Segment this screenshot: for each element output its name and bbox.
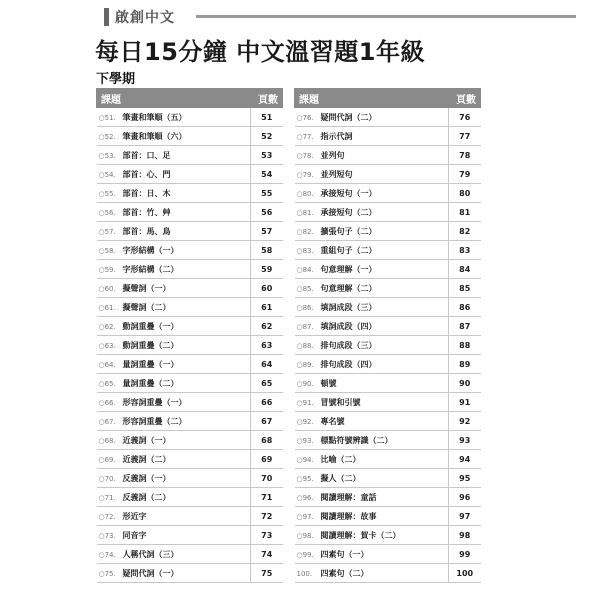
page-number: 53 xyxy=(251,146,283,165)
lesson-name: 量詞重疊（二） xyxy=(122,378,179,388)
lesson-name: 同音字 xyxy=(122,530,147,540)
lesson-cell xyxy=(97,317,251,336)
lesson-name: 冒號和引號 xyxy=(320,397,361,407)
lesson-name: 四素句（一） xyxy=(320,549,369,559)
lesson-number: ○69. xyxy=(98,455,116,464)
table-row xyxy=(295,279,481,298)
lesson-cell xyxy=(97,412,251,431)
page-column-header: 頁數 xyxy=(251,89,283,108)
lesson-number: ○66. xyxy=(98,398,116,407)
table-row xyxy=(295,336,481,355)
lesson-cell xyxy=(97,488,251,507)
lesson-number: ○89. xyxy=(296,360,314,369)
lesson-number: ○61. xyxy=(98,303,116,312)
page-number: 93 xyxy=(449,431,481,450)
lesson-name: 動詞重疊（一） xyxy=(122,321,179,331)
lesson-cell xyxy=(295,431,449,450)
page-number: 86 xyxy=(449,298,481,317)
lesson-number: ○65. xyxy=(98,379,116,388)
page-number: 85 xyxy=(449,279,481,298)
lesson-number: ○53. xyxy=(98,151,116,160)
page-number: 59 xyxy=(251,260,283,279)
lesson-cell xyxy=(295,203,449,222)
lesson-cell xyxy=(97,279,251,298)
lesson-cell xyxy=(295,241,449,260)
page-number: 68 xyxy=(251,431,283,450)
page-number: 78 xyxy=(449,146,481,165)
page-number: 67 xyxy=(251,412,283,431)
table-row xyxy=(97,374,283,393)
lesson-number: ○95. xyxy=(296,474,314,483)
lesson-number: ○58. xyxy=(98,246,116,255)
lesson-name: 反義詞（二） xyxy=(122,492,171,502)
page-number: 79 xyxy=(449,165,481,184)
lesson-number: ○54. xyxy=(98,170,116,179)
table-row xyxy=(295,317,481,336)
lesson-name: 部首：馬、鳥 xyxy=(122,226,171,236)
lesson-name: 部首：日、木 xyxy=(122,188,171,198)
lesson-number: ○93. xyxy=(296,436,314,445)
table-row xyxy=(97,431,283,450)
table-row xyxy=(295,298,481,317)
lesson-cell xyxy=(295,507,449,526)
lesson-name: 標點符號辨識（二） xyxy=(320,435,393,445)
table-row xyxy=(295,507,481,526)
lesson-number: ○67. xyxy=(98,417,116,426)
lesson-name: 近義詞（二） xyxy=(122,454,171,464)
lesson-name: 人稱代詞（三） xyxy=(122,549,179,559)
lesson-number: ○82. xyxy=(296,227,314,236)
lesson-cell xyxy=(295,374,449,393)
contents-body-right xyxy=(295,108,481,583)
table-row xyxy=(97,317,283,336)
table-row xyxy=(97,393,283,412)
page-number: 73 xyxy=(251,526,283,545)
table-row xyxy=(295,127,481,146)
table-row xyxy=(97,127,283,146)
lesson-number: ○73. xyxy=(98,531,116,540)
lesson-cell xyxy=(97,545,251,564)
table-row xyxy=(295,374,481,393)
lesson-number: ○72. xyxy=(98,512,116,521)
lesson-name: 並列句 xyxy=(320,150,345,160)
lesson-name: 擬聲詞（二） xyxy=(122,302,171,312)
lesson-number: ○92. xyxy=(296,417,314,426)
lesson-cell xyxy=(295,564,449,583)
page-number: 66 xyxy=(251,393,283,412)
page-number: 62 xyxy=(251,317,283,336)
lesson-cell xyxy=(97,222,251,241)
lesson-name: 近義詞（一） xyxy=(122,435,171,445)
page-number: 61 xyxy=(251,298,283,317)
lesson-number: ○76. xyxy=(296,113,314,122)
lesson-name: 部首：竹、艸 xyxy=(122,207,171,217)
table-row xyxy=(97,184,283,203)
page-number: 80 xyxy=(449,184,481,203)
table-row xyxy=(295,564,481,583)
page-number: 77 xyxy=(449,127,481,146)
brand-header xyxy=(104,7,175,27)
lesson-number: ○68. xyxy=(98,436,116,445)
page-number: 56 xyxy=(251,203,283,222)
page-number: 84 xyxy=(449,260,481,279)
lesson-number: ○59. xyxy=(98,265,116,274)
lesson-name: 專名號 xyxy=(320,416,345,426)
page-number: 65 xyxy=(251,374,283,393)
page-number: 72 xyxy=(251,507,283,526)
page-number: 70 xyxy=(251,469,283,488)
lesson-number: ○96. xyxy=(296,493,314,502)
lesson-name: 量詞重疊（一） xyxy=(122,359,179,369)
table-row xyxy=(97,222,283,241)
page-number: 55 xyxy=(251,184,283,203)
page-number: 81 xyxy=(449,203,481,222)
lesson-name: 排句成段（三） xyxy=(320,340,377,350)
lesson-name: 字形結構（二） xyxy=(122,264,179,274)
lesson-name: 重組句子（二） xyxy=(320,245,377,255)
section-title: 下學期 xyxy=(96,72,136,87)
table-row xyxy=(295,146,481,165)
table-header-row xyxy=(97,89,283,108)
lesson-number: ○80. xyxy=(296,189,314,198)
lesson-name: 承接短句（二） xyxy=(320,207,377,217)
lesson-cell xyxy=(295,355,449,374)
page-number: 71 xyxy=(251,488,283,507)
lesson-cell xyxy=(97,165,251,184)
lesson-cell xyxy=(97,241,251,260)
lesson-name: 句意理解（一） xyxy=(320,264,377,274)
lesson-name: 筆畫和筆順（五） xyxy=(122,112,187,122)
page-number: 87 xyxy=(449,317,481,336)
lesson-cell xyxy=(97,355,251,374)
page-number: 60 xyxy=(251,279,283,298)
lesson-cell xyxy=(295,222,449,241)
page-number: 63 xyxy=(251,336,283,355)
table-row xyxy=(97,488,283,507)
lesson-number: ○87. xyxy=(296,322,314,331)
lesson-cell xyxy=(97,393,251,412)
page-number: 92 xyxy=(449,412,481,431)
table-row xyxy=(97,165,283,184)
table-row xyxy=(295,431,481,450)
page-number: 99 xyxy=(449,545,481,564)
lesson-cell xyxy=(295,336,449,355)
lesson-number: ○52. xyxy=(98,132,116,141)
lesson-number: ○77. xyxy=(296,132,314,141)
page-number: 94 xyxy=(449,450,481,469)
lesson-number: ○64. xyxy=(98,360,116,369)
table-row xyxy=(97,564,283,583)
lesson-number: ○90. xyxy=(296,379,314,388)
lesson-name: 閱讀理解：賀卡（二） xyxy=(320,530,401,540)
lesson-cell xyxy=(97,108,251,127)
header-rule xyxy=(196,15,576,18)
lesson-cell xyxy=(97,127,251,146)
page-number: 83 xyxy=(449,241,481,260)
lesson-name: 擴張句子（二） xyxy=(320,226,377,236)
table-row xyxy=(97,545,283,564)
lesson-name: 疑問代詞（二） xyxy=(320,112,377,122)
lesson-number: ○63. xyxy=(98,341,116,350)
lesson-cell xyxy=(295,108,449,127)
lesson-cell xyxy=(295,545,449,564)
lesson-cell xyxy=(97,203,251,222)
page-number: 52 xyxy=(251,127,283,146)
lesson-cell xyxy=(295,488,449,507)
lesson-number: ○51. xyxy=(98,113,116,122)
lesson-cell xyxy=(97,298,251,317)
lesson-name: 排句成段（四） xyxy=(320,359,377,369)
table-row xyxy=(295,526,481,545)
lesson-number: ○86. xyxy=(296,303,314,312)
page-number: 88 xyxy=(449,336,481,355)
lesson-cell xyxy=(295,127,449,146)
lesson-cell xyxy=(97,260,251,279)
table-row xyxy=(295,488,481,507)
lesson-name: 部首：心、門 xyxy=(122,169,171,179)
lesson-number: ○70. xyxy=(98,474,116,483)
table-row xyxy=(97,203,283,222)
lesson-number: ○79. xyxy=(296,170,314,179)
lesson-name: 四素句（二） xyxy=(320,568,369,578)
lesson-name: 形容詞重疊（一） xyxy=(122,397,187,407)
page-number: 54 xyxy=(251,165,283,184)
table-row xyxy=(295,412,481,431)
page-title: 每日15分鐘 中文溫習題1年級 xyxy=(95,38,425,66)
lesson-cell xyxy=(97,336,251,355)
contents-body-left xyxy=(97,108,283,583)
table-row xyxy=(97,526,283,545)
page-number: 100 xyxy=(449,564,481,583)
lesson-number: ○85. xyxy=(296,284,314,293)
lesson-number: ○60. xyxy=(98,284,116,293)
table-row xyxy=(97,355,283,374)
lesson-cell xyxy=(97,450,251,469)
lesson-name: 填詞成段（四） xyxy=(320,321,377,331)
table-row xyxy=(295,260,481,279)
page-number: 90 xyxy=(449,374,481,393)
lesson-column-header: 課題 xyxy=(295,89,449,108)
table-row xyxy=(97,279,283,298)
lesson-cell xyxy=(295,450,449,469)
page-column-header: 頁數 xyxy=(449,89,481,108)
lesson-name: 字形結構（一） xyxy=(122,245,179,255)
lesson-name: 擬人（二） xyxy=(320,473,361,483)
page-number: 89 xyxy=(449,355,481,374)
table-row xyxy=(295,450,481,469)
lesson-number: ○84. xyxy=(296,265,314,274)
table-row xyxy=(295,355,481,374)
lesson-number: ○56. xyxy=(98,208,116,217)
lesson-cell xyxy=(295,298,449,317)
lesson-number: ○91. xyxy=(296,398,314,407)
brand-name: 啟創中文 xyxy=(115,10,175,26)
lesson-number: ○57. xyxy=(98,227,116,236)
page-number: 98 xyxy=(449,526,481,545)
lesson-name: 填詞成段（三） xyxy=(320,302,377,312)
lesson-number: ○71. xyxy=(98,493,116,502)
table-row xyxy=(295,222,481,241)
lesson-number: ○88. xyxy=(296,341,314,350)
page-number: 51 xyxy=(251,108,283,127)
lesson-number: ○98. xyxy=(296,531,314,540)
table-row xyxy=(97,146,283,165)
page-number: 82 xyxy=(449,222,481,241)
lesson-number: ○97. xyxy=(296,512,314,521)
lesson-cell xyxy=(97,469,251,488)
page-number: 57 xyxy=(251,222,283,241)
lesson-name: 頓號 xyxy=(320,378,337,388)
lesson-number: ○99. xyxy=(296,550,314,559)
lesson-name: 筆畫和筆順（六） xyxy=(122,131,187,141)
lesson-number: ○94. xyxy=(296,455,314,464)
lesson-cell xyxy=(295,412,449,431)
lesson-cell xyxy=(97,526,251,545)
lesson-name: 指示代詞 xyxy=(320,131,353,141)
table-row xyxy=(295,184,481,203)
lesson-name: 擬聲詞（一） xyxy=(122,283,171,293)
lesson-name: 反義詞（一） xyxy=(122,473,171,483)
lesson-name: 並列短句 xyxy=(320,169,353,179)
table-row xyxy=(295,165,481,184)
page-number: 58 xyxy=(251,241,283,260)
table-row xyxy=(295,108,481,127)
lesson-name: 閱讀理解：童話 xyxy=(320,492,377,502)
table-row xyxy=(295,393,481,412)
table-row xyxy=(295,203,481,222)
lesson-cell xyxy=(295,393,449,412)
page-number: 76 xyxy=(449,108,481,127)
lesson-name: 比喻（二） xyxy=(320,454,361,464)
lesson-cell xyxy=(97,564,251,583)
page-number: 75 xyxy=(251,564,283,583)
lesson-name: 閱讀理解：故事 xyxy=(320,511,377,521)
lesson-cell xyxy=(295,146,449,165)
lesson-number: ○81. xyxy=(296,208,314,217)
page-number: 97 xyxy=(449,507,481,526)
lesson-number: ○83. xyxy=(296,246,314,255)
page-number: 69 xyxy=(251,450,283,469)
table-row xyxy=(97,450,283,469)
lesson-cell xyxy=(97,507,251,526)
lesson-number: ○75. xyxy=(98,569,116,578)
table-row xyxy=(97,469,283,488)
lesson-cell xyxy=(295,184,449,203)
lesson-number: ○55. xyxy=(98,189,116,198)
lesson-name: 形容詞重疊（二） xyxy=(122,416,187,426)
lesson-name: 動詞重疊（二） xyxy=(122,340,179,350)
page-number: 64 xyxy=(251,355,283,374)
lesson-cell xyxy=(97,146,251,165)
lesson-name: 句意理解（二） xyxy=(320,283,377,293)
table-header-row xyxy=(295,89,481,108)
contents-table-left xyxy=(96,88,283,583)
lesson-number: ○62. xyxy=(98,322,116,331)
table-row xyxy=(295,469,481,488)
lesson-cell xyxy=(97,431,251,450)
lesson-cell xyxy=(295,165,449,184)
table-row xyxy=(97,298,283,317)
lesson-cell xyxy=(295,317,449,336)
table-row xyxy=(97,507,283,526)
table-row xyxy=(97,108,283,127)
table-row xyxy=(97,412,283,431)
lesson-name: 疑問代詞（一） xyxy=(122,568,179,578)
lesson-cell xyxy=(295,469,449,488)
brand-marker xyxy=(104,8,109,26)
page-number: 91 xyxy=(449,393,481,412)
lesson-column-header: 課題 xyxy=(97,89,251,108)
lesson-cell xyxy=(295,260,449,279)
lesson-name: 部首：口、足 xyxy=(122,150,171,160)
table-row xyxy=(295,241,481,260)
contents-table-right xyxy=(294,88,481,583)
lesson-name: 形近字 xyxy=(122,511,147,521)
lesson-number: 100. xyxy=(296,569,313,578)
page-number: 74 xyxy=(251,545,283,564)
lesson-cell xyxy=(295,279,449,298)
lesson-cell xyxy=(97,374,251,393)
page-number: 95 xyxy=(449,469,481,488)
page-number: 96 xyxy=(449,488,481,507)
lesson-cell xyxy=(97,184,251,203)
lesson-name: 承接短句（一） xyxy=(320,188,377,198)
table-row xyxy=(295,545,481,564)
lesson-number: ○78. xyxy=(296,151,314,160)
lesson-cell xyxy=(295,526,449,545)
table-row xyxy=(97,260,283,279)
table-row xyxy=(97,241,283,260)
table-row xyxy=(97,336,283,355)
lesson-number: ○74. xyxy=(98,550,116,559)
